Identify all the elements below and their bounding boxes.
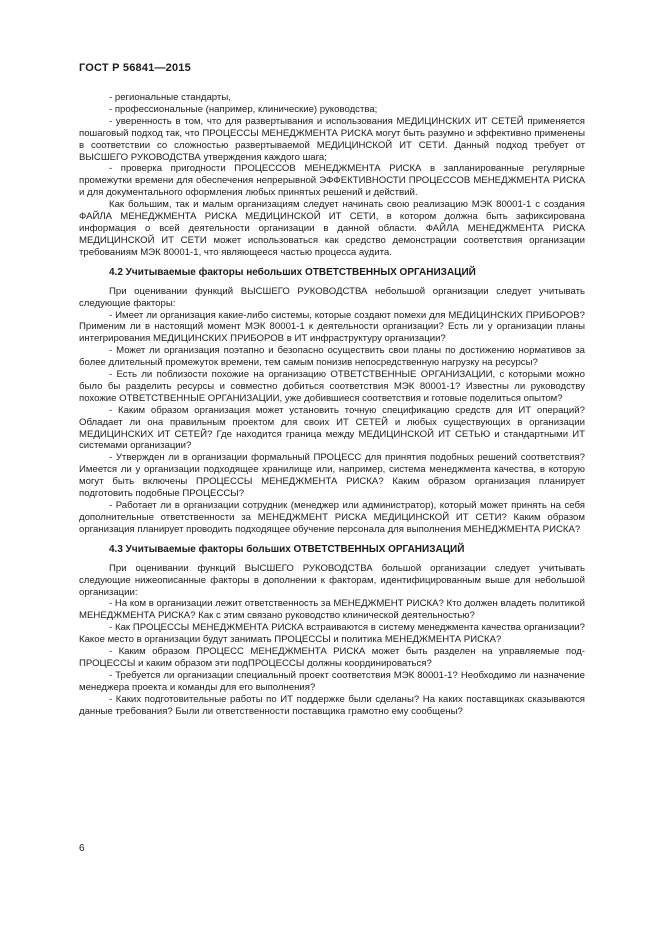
- list-item: - На ком в организации лежит ответственность за МЕНЕДЖМЕНТ РИСКА? Кто должен владеть политикой МЕНЕДЖМЕНТА РИСКА? Как с этим связано руководство клинической деятельностью?: [79, 598, 585, 622]
- paragraph: Как большим, так и малым организациям следует начинать свою реализацию МЭК 80001-1 с создания ФАЙЛА МЕНЕДЖМЕНТА РИСКА МЕДИЦИНСКОЙ ИТ СЕТИ, в котором должна быть зафиксирована информация о всей деятельности организации в данной области. ФАЙЛА МЕНЕДЖМЕНТА РИСКА МЕДИЦИНСКОЙ ИТ СЕТИ может использоваться как средство демонстрации соответствия организации требованиям МЭК 80001-1, что являющееся частью процесса аудита.: [79, 199, 585, 258]
- list-item: - проверка пригодности ПРОЦЕССОВ МЕНЕДЖМЕНТА РИСКА в запланированные регулярные промежутки времени для обеспечения непрерывной ЭФФЕКТИВНОСТИ ПРОЦЕССОВ МЕНЕДЖМЕНТА РИСКА и для документального оформления любых принятых решений и действий.: [79, 163, 585, 199]
- section-heading-4-2: 4.2 Учитываемые факторы небольших ОТВЕТСТВЕННЫХ ОРГАНИЗАЦИЙ: [109, 266, 476, 278]
- list-item: - Как ПРОЦЕССЫ МЕНЕДЖМЕНТА РИСКА встраиваются в систему менеджмента качества организации? Какое место в организации будут занимать ПРОЦЕССЫ и политика МЕНЕДЖМЕНТА РИСКА?: [79, 622, 585, 646]
- standard-header: ГОСТ Р 56841—2015: [79, 62, 191, 74]
- page-content: [79, 92, 585, 718]
- list-item: - Каким образом ПРОЦЕСС МЕНЕДЖМЕНТА РИСКА может быть разделен на управляемые подПРОЦЕССЫ и каким образом эти подПРОЦЕССЫ должны координироваться?: [79, 646, 585, 669]
- list-item: - Работает ли в организации сотрудник (менеджер или администратор), который может принять на себя дополнительные ответственности за МЕНЕДЖМЕНТ РИСКА МЕДИЦИНСКОЙ ИТ СЕТИ? Каким образом организация планирует проводить подходящее обучение персонала для выполнения МЕНЕДЖМЕНТА РИСКА?: [79, 500, 585, 535]
- paragraph: При оценивании функций ВЫСШЕГО РУКОВОДСТВА большой организации следует учитывать следующие нижеописанные факторы в дополнении к факторам, идентифицированным выше для небольшой организации:: [79, 562, 585, 598]
- list-item: - Каких подготовительные работы по ИТ поддержке были сделаны? На каких поставщиках сказываются данные требования? Были ли ответственности поставщика грамотно ему сообщены?: [79, 693, 585, 717]
- section-heading-4-3: 4.3 Учитываемые факторы больших ОТВЕТСТВЕННЫХ ОРГАНИЗАЦИЙ: [109, 543, 465, 555]
- list-item: - Есть ли поблизости похожие на организацию ОТВЕТСТВЕННЫЕ ОРГАНИЗАЦИИ, с которыми можно было бы разделить ресурсы и совместно добиться соответствия МЭК 80001-1? Известны ли руководству похожие ОТВЕТСТВЕННЫЕ ОРГАНИЗАЦИИ, уже добившиеся соответствия и готовые поделиться опытом?: [79, 369, 585, 404]
- list-item: - Утвержден ли в организации формальный ПРОЦЕСС для принятия подобных решений соответствия? Имеется ли у организации подходящее хранилище или, например, система менеджмента качества, в которую могут быть включены ПРОЦЕССЫ МЕНЕДЖМЕНТА РИСКА? Каким образом организация планирует подготовить подобные ПРОЦЕССЫ?: [79, 452, 585, 500]
- list-item: - уверенность в том, что для развертывания и использования МЕДИЦИНСКИХ ИТ СЕТЕЙ применяется пошаговый подход так, что ПРОЦЕССЫ МЕНЕДЖМЕНТА РИСКА могут быть разумно и эффективно применены в соответствии со сложностью развертываемой МЕДИЦИНСКОЙ ИТ СЕТИ. Данный подход требует от ВЫСШЕГО РУКОВОДСТВА утверждения каждого шага;: [79, 115, 585, 163]
- list-item: - Каким образом организация может установить точную спецификацию средств для ИТ операций? Обладает ли она правильным проектом для своих ИТ СЕТЕЙ и любых существующих в организации МЕДИЦИНСКИХ ИТ СЕТЕЙ? Где находится граница между МЕДИЦИНСКОЙ ИТ СЕТЬЮ и стандартными ИТ системами организации?: [79, 404, 585, 452]
- page-number: 6: [79, 843, 85, 854]
- list-item: - региональные стандарты,: [109, 92, 231, 103]
- list-item: - профессиональные (например, клинические) руководства;: [109, 103, 378, 115]
- list-item: - Может ли организация поэтапно и безопасно осуществить свои планы по достижению нормативов за более длительный промежуток времени, тем самым понизив непосредственную нагрузку на ресурсы?: [79, 345, 585, 369]
- paragraph: При оценивании функций ВЫСШЕГО РУКОВОДСТВА небольшой организации следует учитывать следующие факторы:: [79, 285, 585, 309]
- list-item: - Имеет ли организация какие-либо системы, которые создают помехи для МЕДИЦИНСКИХ ПРИБОРОВ? Применим ли в настоящий момент МЭК 80001-1 к деятельности организации? Есть ли у организации планы интегрирования МЕДИЦИНСКИХ ПРИБОРОВ в ИТ инфраструктуру организации?: [79, 309, 585, 345]
- list-item: - Требуется ли организации специальный проект соответствия МЭК 80001-1? Необходимо ли назначение менеджера проекта и команды для его выполнения?: [79, 669, 585, 693]
